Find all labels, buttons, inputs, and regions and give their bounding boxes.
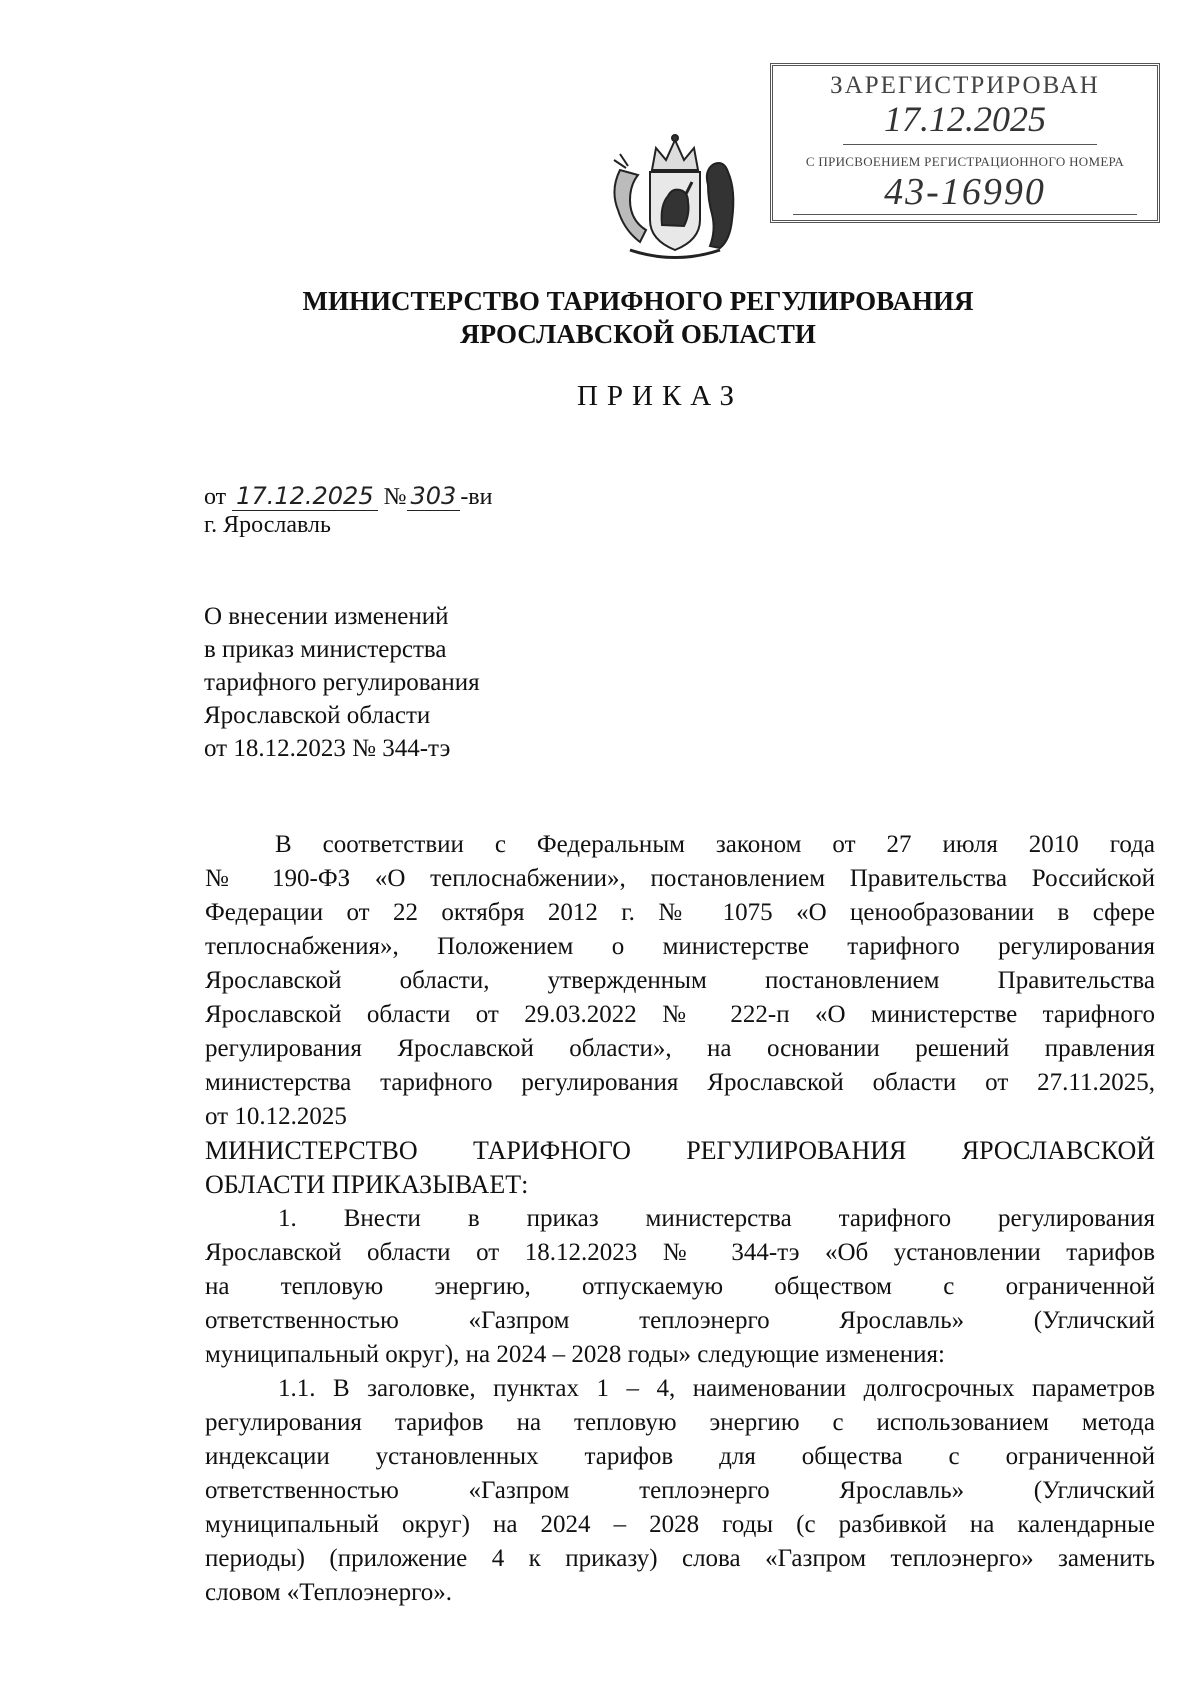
stamp-divider	[793, 214, 1137, 215]
title-line: от 18.12.2023 № 344-тэ	[204, 735, 451, 762]
item1-1-line: 1.1. В заголовке, пунктах 1 – 4, наименовании долгосрочных параметров	[278, 1375, 1155, 1402]
preamble-line: от 10.12.2025	[205, 1103, 347, 1130]
item1-1-line: муниципальный округ) на 2024 – 2028 годы (с разбивкой на календарные	[205, 1511, 1155, 1538]
coat-of-arms-icon	[600, 130, 750, 265]
title-line: тарифного регулирования	[204, 669, 480, 696]
decree-line: ОБЛАСТИ ПРИКАЗЫВАЕТ:	[205, 1170, 529, 1199]
number-label: №	[383, 484, 407, 510]
preamble-line: министерства тарифного регулирования Ярославской области от 27.11.2025,	[205, 1069, 1155, 1096]
title-line: Ярославской области	[204, 702, 431, 729]
preamble-line: № 190-ФЗ «О теплоснабжении», постановлением Правительства Российской	[205, 865, 1155, 892]
order-date: 17.12.2025	[232, 482, 377, 511]
preamble-line: Ярославской области от 29.03.2022 № 222-п «О министерстве тарифного	[205, 1001, 1155, 1028]
item1-1-line: периоды) (приложение 4 к приказу) слова «Газпром теплоэнерго» заменить	[205, 1545, 1155, 1572]
item1-line: 1. Внести в приказ министерства тарифного регулирования	[278, 1205, 1155, 1232]
decree-line: МИНИСТЕРСТВО ТАРИФНОГО РЕГУЛИРОВАНИЯ ЯРОСЛАВСКОЙ	[205, 1136, 1155, 1165]
stamp-divider	[843, 144, 1097, 145]
item1-line: ответственностью «Газпром теплоэнерго Ярославль» (Угличский	[205, 1307, 1155, 1334]
ministry-name-line2: ЯРОСЛАВСКОЙ ОБЛАСТИ	[460, 319, 816, 349]
order-suffix: -ви	[460, 484, 493, 510]
ministry-name-line1: МИНИСТЕРСТВО ТАРИФНОГО РЕГУЛИРОВАНИЯ	[302, 286, 974, 316]
preamble-line: Федерации от 22 октября 2012 г. № 1075 «О ценообразовании в сфере	[205, 899, 1155, 926]
from-label: от	[204, 484, 227, 510]
item1-line: Ярославской области от 18.12.2023 № 344-тэ «Об установлении тарифов	[205, 1239, 1155, 1266]
city: г. Ярославль	[204, 512, 331, 538]
preamble-line: теплоснабжения», Положением о министерстве тарифного регулирования	[205, 933, 1155, 960]
title-line: О внесении изменений	[204, 603, 449, 630]
order-number: 303	[407, 482, 461, 511]
document-type: ПРИКАЗ	[576, 380, 744, 412]
stamp-date: 17.12.2025	[884, 99, 1046, 139]
item1-line: на тепловую энергию, отпускаемую обществом с ограниченной	[205, 1273, 1155, 1300]
item1-1-line: словом «Теплоэнерго».	[205, 1579, 452, 1606]
stamp-subtitle: С ПРИСВОЕНИЕМ РЕГИСТРАЦИОННОГО НОМЕРА	[805, 154, 1125, 169]
item1-1-line: ответственностью «Газпром теплоэнерго Ярославль» (Угличский	[205, 1477, 1155, 1504]
item1-1-line: регулирования тарифов на тепловую энергию с использованием метода	[205, 1409, 1155, 1436]
order-date-number	[204, 482, 492, 511]
stamp-registration-number: 43-16990	[884, 171, 1046, 213]
preamble-line: Ярославской области, утвержденным постановлением Правительства	[205, 967, 1155, 994]
item1-1-line: индексации установленных тарифов для общества с ограниченной	[205, 1443, 1155, 1470]
title-line: в приказ министерства	[204, 636, 447, 663]
stamp-title: ЗАРЕГИСТРИРОВАН	[830, 72, 1100, 99]
item1-line: муниципальный округ), на 2024 – 2028 годы» следующие изменения:	[205, 1341, 945, 1368]
preamble-line: регулирования Ярославской области», на основании решений правления	[205, 1035, 1155, 1062]
preamble-line: В соответствии с Федеральным законом от 27 июля 2010 года	[275, 831, 1155, 858]
registration-stamp	[770, 63, 1160, 223]
